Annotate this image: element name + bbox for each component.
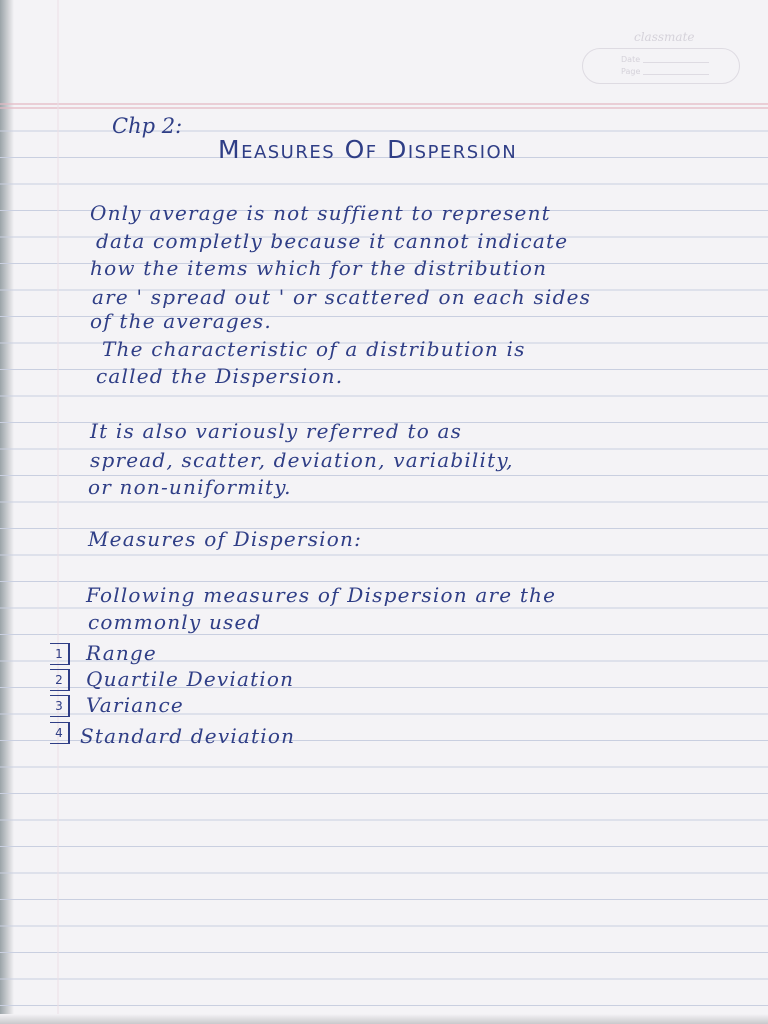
paragraph4-line: commonly used [88,610,262,634]
paragraph3-line: or non-uniformity. [88,475,292,499]
page-bottom-shadow [0,1014,768,1024]
paragraph1-line: are ' spread out ' or scattered on each sides [92,285,592,309]
list-number: 4 [50,722,70,744]
notebook-stamp [582,30,742,88]
stamp-brand-text: classmate [634,30,695,44]
stamp-box [582,48,740,84]
stamp-date-line [643,62,709,63]
list-item: Range [86,641,157,665]
list-number: 2 [50,669,70,691]
paragraph1-line: Only average is not suffient to represent [90,201,551,225]
chapter-label: Chp 2: [112,114,183,138]
paragraph1-line: how the items which for the distribution [90,256,548,280]
stamp-date-label: Date [621,55,641,64]
paragraph2-line: The characteristic of a distribution is [102,337,526,361]
paragraph1-line: data completly because it cannot indicate [96,229,569,253]
paragraph1-line: of the averages. [90,309,272,333]
paragraph3-line: spread, scatter, deviation, variability, [90,448,514,472]
list-number: 3 [50,695,70,717]
list-item: Variance [86,693,184,717]
page-title: Measures Of Dispersion [218,135,518,164]
stamp-page-label: Page [621,67,641,76]
list-item: Quartile Deviation [86,667,295,691]
paragraph2-line: called the Dispersion. [96,364,344,388]
paragraph4-line: Following measures of Dispersion are the [86,583,557,607]
section-heading: Measures of Dispersion: [88,527,363,551]
list-number: 1 [50,643,70,665]
list-item: Standard deviation [80,724,296,748]
stamp-page-line [643,74,709,75]
paragraph3-line: It is also variously referred to as [90,419,463,443]
